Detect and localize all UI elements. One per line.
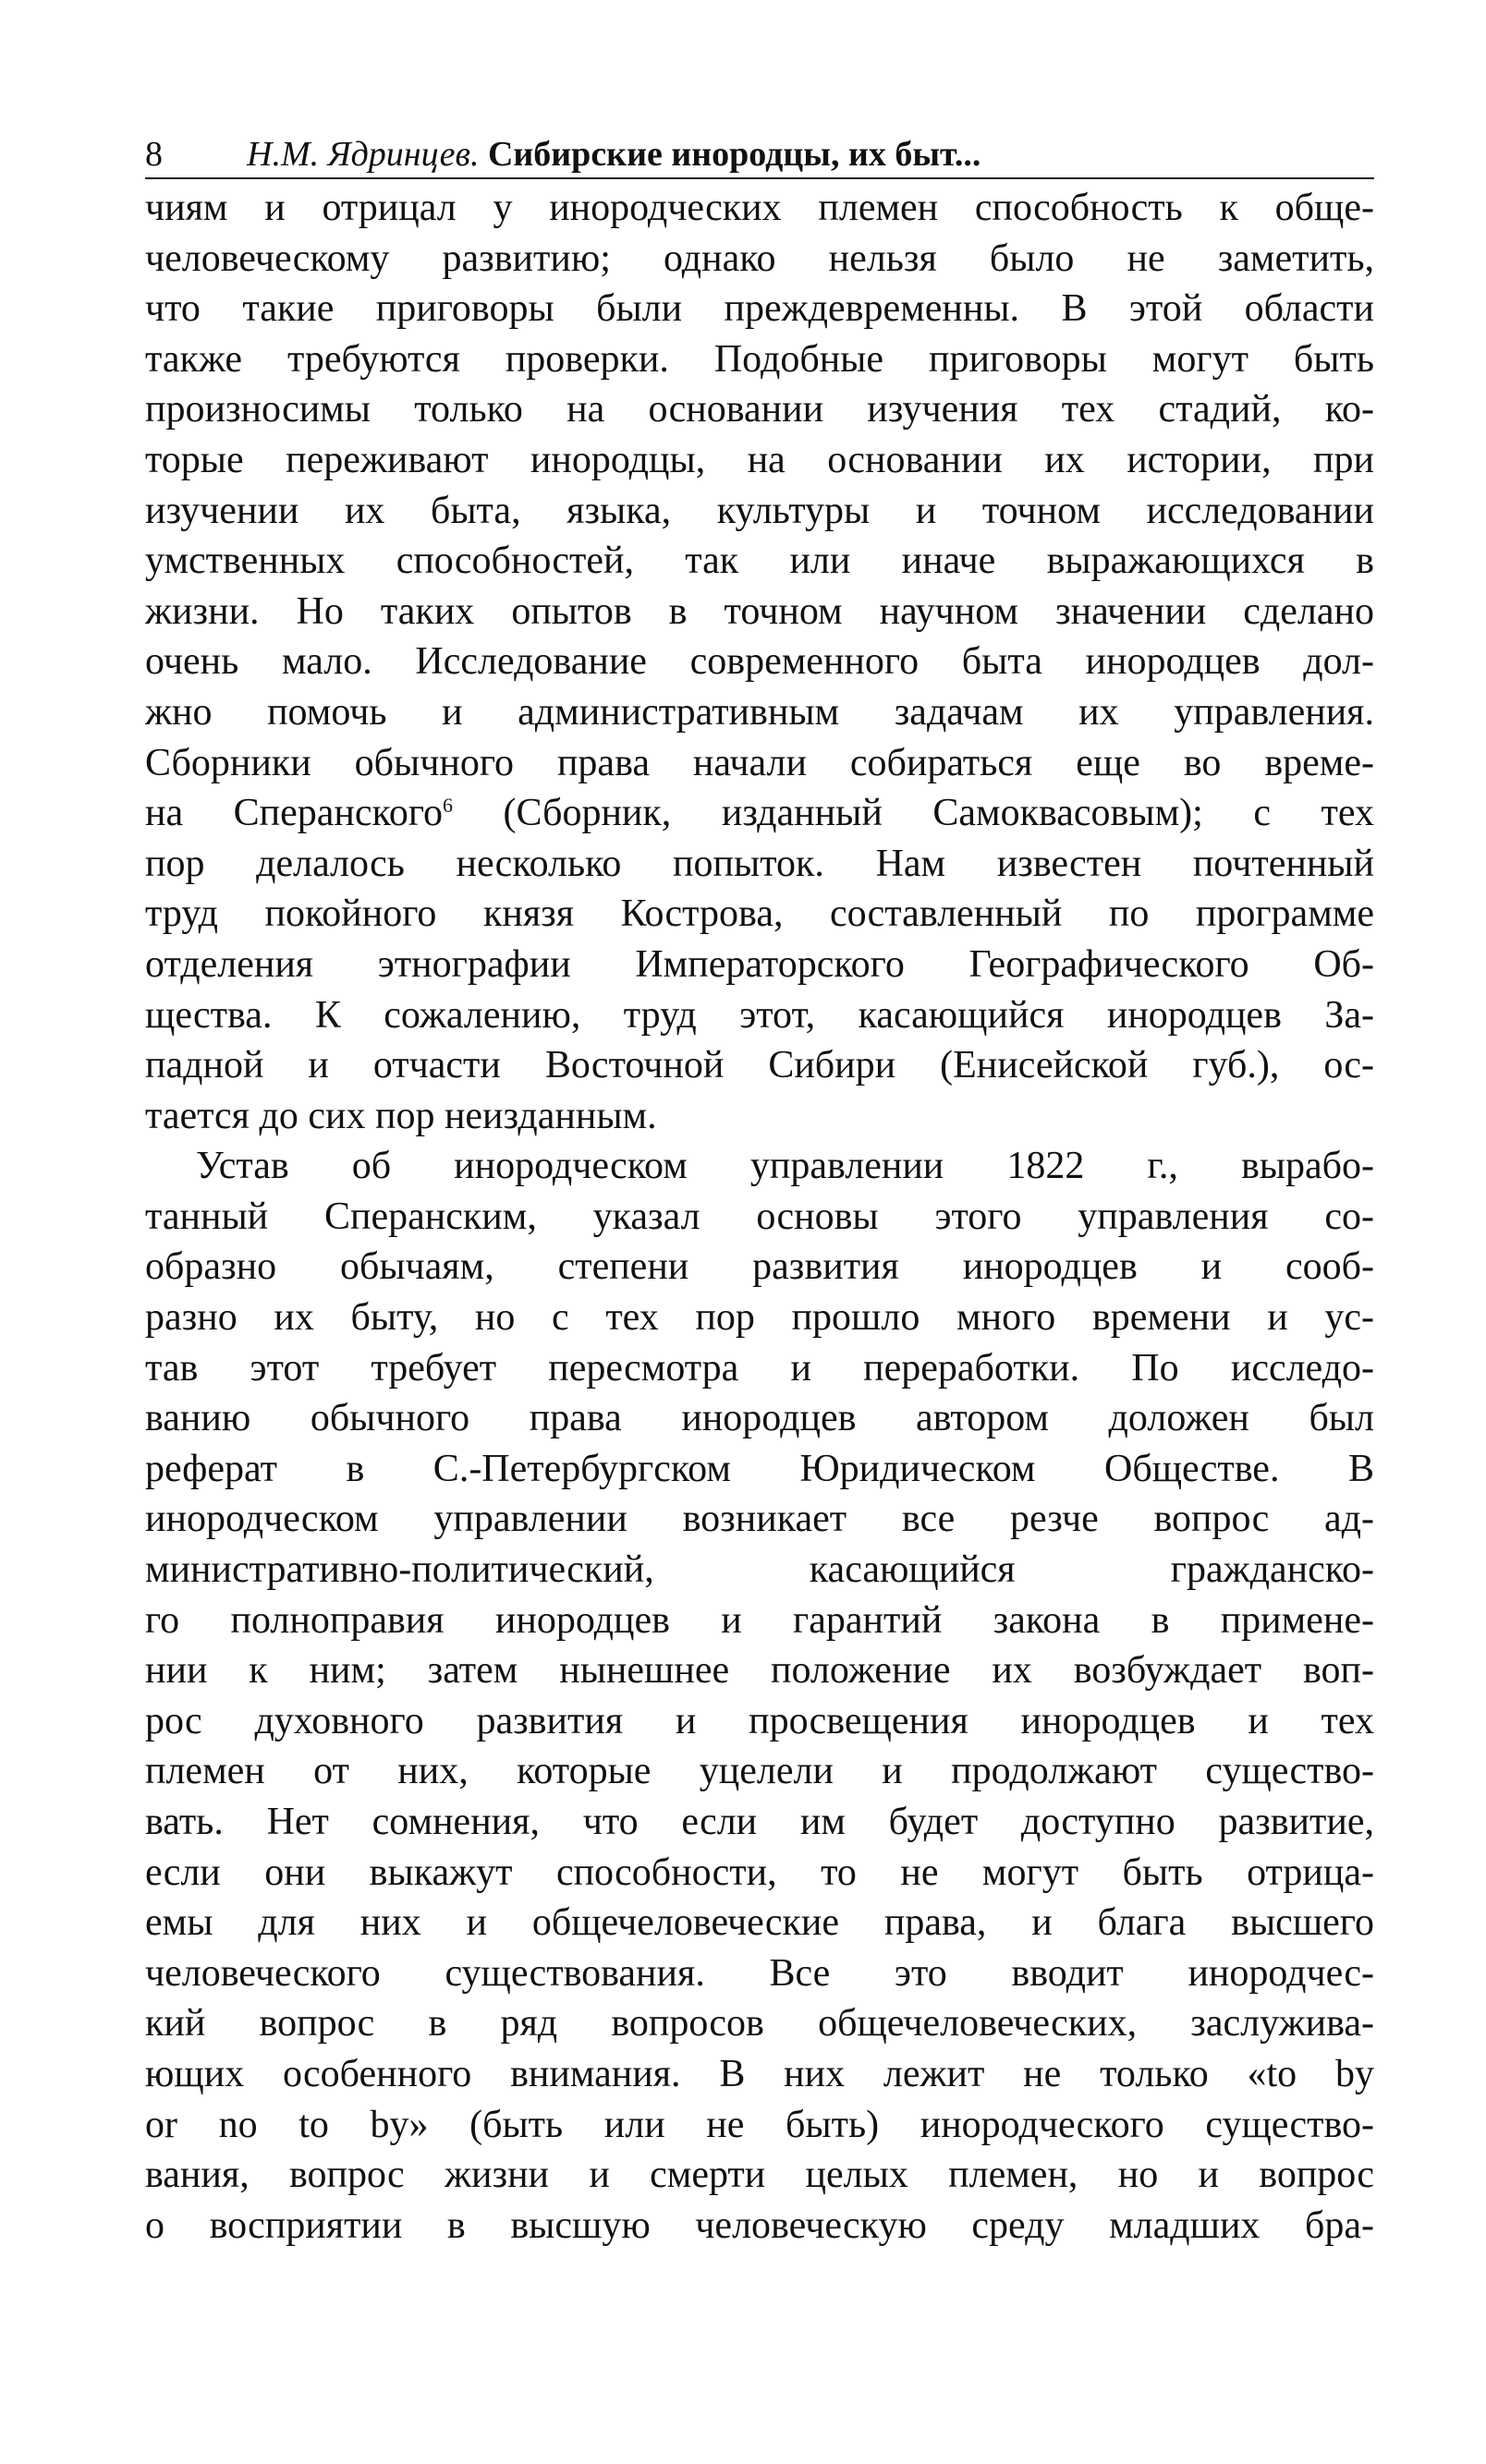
text-line: разно их быту, но с тех пор прошло много времени и ус- <box>145 1296 1374 1340</box>
text-line: щества. К сожалению, труд этот, касающийся инородцев За- <box>145 993 1374 1037</box>
body-text <box>145 183 1374 2251</box>
running-head-author: Н.М. Ядринцев. <box>247 135 480 174</box>
text-line-with-footnote <box>145 788 1374 839</box>
text-line: тается до сих пор неизданным. <box>145 1094 657 1137</box>
text-line: изучении их быта, языка, культуры и точном исследовании <box>145 489 1374 532</box>
page-number: 8 <box>145 135 163 174</box>
text-line: жно помочь и административным задачам их управления. <box>145 690 1374 734</box>
text-line: человеческому развитию; однако нельзя было не заметить, <box>145 237 1374 280</box>
text-line: если они выкажут способности, то не могут быть отрица- <box>145 1851 1374 1894</box>
text-line: падной и отчасти Восточной Сибири (Енисейской губ.), ос- <box>145 1044 1374 1087</box>
text-line: образно обычаям, степени развития инородцев и сооб- <box>145 1245 1374 1289</box>
text-line: реферат в С.-Петербургском Юридическом Обществе. В <box>145 1447 1374 1490</box>
text-line: отделения этнографии Императорского Географического Об- <box>145 942 1374 986</box>
text-line: племен от них, которые уцелели и продолжают существо- <box>145 1750 1374 1793</box>
running-head-title: Сибирские инородцы, их быт... <box>487 135 981 174</box>
text-line: рос духовного развития и просвещения инородцев и тех <box>145 1699 1374 1742</box>
text-line: го полноправия инородцев и гарантий закона в примене- <box>145 1598 1374 1642</box>
text-line: ющих особенного внимания. В них лежит не только «to by <box>145 2052 1374 2095</box>
text-line: труд покойного князя Кострова, составленный по программе <box>145 892 1374 936</box>
text-line: Сборники обычного права начали собираться еще во време- <box>145 741 1374 784</box>
text-line: о восприятии в высшую человеческую среду младших бра- <box>145 2203 1374 2247</box>
text-line: кий вопрос в ряд вопросов общечеловеческих, заслужива- <box>145 2002 1374 2045</box>
text-line: вать. Нет сомнения, что если им будет доступно развитие, <box>145 1801 1374 1843</box>
text-line: пор делалось несколько попыток. Нам известен почтенный <box>145 842 1374 885</box>
text-line: что такие приговоры были преждевременны. В этой области <box>145 287 1374 331</box>
footnote-marker[interactable]: 6 <box>443 794 454 818</box>
text-line: емы для них и общечеловеческие права, и блага высшего <box>145 1901 1374 1945</box>
text-line: министративно-политический, касающийся гражданско- <box>145 1548 1374 1592</box>
text-line: ванию обычного права инородцев автором доложен был <box>145 1397 1374 1440</box>
text-line: человеческого существования. Все это вводит инородчес- <box>145 1951 1374 1995</box>
text-line: тав этот требует пересмотра и переработки. По исследо- <box>145 1346 1374 1390</box>
text-line: очень мало. Исследование современного быта инородцев дол- <box>145 640 1374 684</box>
text-line: также требуются проверки. Подобные приговоры могут быть <box>145 337 1374 381</box>
text-line: нии к ним; затем нынешнее положение их возбуждает воп- <box>145 1649 1374 1693</box>
text-line: умственных способностей, так или иначе выражающихся в <box>145 540 1374 583</box>
text-line: произносимы только на основании изучения тех стадий, ко- <box>145 388 1374 431</box>
text-line: танный Сперанским, указал основы этого управления со- <box>145 1195 1374 1238</box>
text-line: or no to by» (быть или не быть) инородческого существо- <box>145 2103 1374 2146</box>
text-line: чиям и отрицал у инородческих племен способность к обще- <box>145 187 1374 229</box>
text-line: Устав об инородческом управлении 1822 г., вырабо- <box>196 1145 1374 1188</box>
text-line: инородческом управлении возникает все резче вопрос ад- <box>145 1498 1374 1541</box>
running-head <box>145 133 1374 179</box>
text-line: вания, вопрос жизни и смерти целых племен, но и вопрос <box>145 2154 1374 2197</box>
text-segment: (Сборник, изданный Самоквасовым); с тех <box>453 792 1374 835</box>
text-line: торые переживают инородцы, на основании их истории, при <box>145 438 1374 481</box>
text-segment: на Сперанского <box>145 792 444 835</box>
text-line: жизни. Но таких опытов в точном научном значении сделано <box>145 589 1374 633</box>
